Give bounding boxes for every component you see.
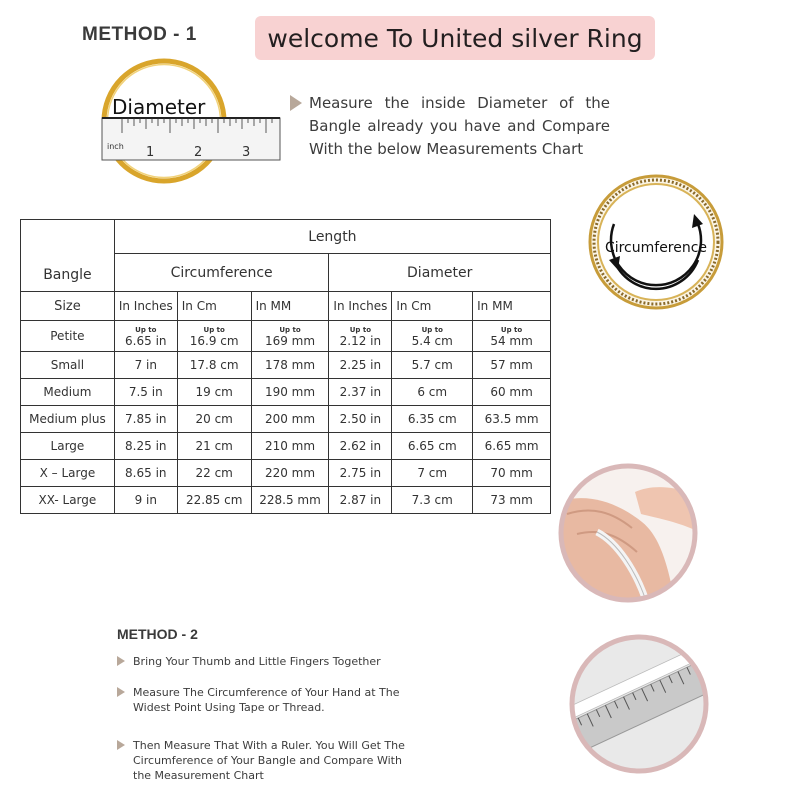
value-cell: Up to 16.9 cm <box>177 321 251 352</box>
method-2-step-text: Then Measure That With a Ruler. You Will Get The Circumference of Your Bangle and Compare With the Measurement Chart <box>133 739 405 782</box>
value-cell: Up to 2.12 in <box>329 321 392 352</box>
value-cell: 7 in <box>114 352 177 379</box>
value-cell: 70 mm <box>473 460 551 487</box>
size-cell: Small <box>21 352 115 379</box>
ruler-photo <box>568 633 710 775</box>
value-cell: 21 cm <box>177 433 251 460</box>
value-cell: 2.25 in <box>329 352 392 379</box>
circumference-label: Circumference <box>604 240 708 256</box>
bangle-size-chart <box>20 219 551 514</box>
bullet-triangle-icon <box>117 740 125 750</box>
value-cell: 2.50 in <box>329 406 392 433</box>
ruler-tick-2: 2 <box>194 145 203 160</box>
length-header: Length <box>114 220 550 254</box>
value-cell: 2.37 in <box>329 379 392 406</box>
size-cell: Petite <box>21 321 115 352</box>
diameter-header: Diameter <box>329 254 551 292</box>
value-cell: 190 mm <box>251 379 329 406</box>
value-cell: 19 cm <box>177 379 251 406</box>
value-cell: 200 mm <box>251 406 329 433</box>
value-cell: 63.5 mm <box>473 406 551 433</box>
value-cell: 220 mm <box>251 460 329 487</box>
unit-header: In MM <box>251 292 329 321</box>
value-cell: 20 cm <box>177 406 251 433</box>
circumference-header: Circumference <box>114 254 329 292</box>
value-cell: 5.7 cm <box>392 352 473 379</box>
upto-label: Up to <box>279 325 301 334</box>
unit-header: In Inches <box>329 292 392 321</box>
bullet-triangle-icon <box>117 656 125 666</box>
bangle-header: Bangle <box>21 220 115 292</box>
unit-header: In Inches <box>114 292 177 321</box>
value-cell: 22 cm <box>177 460 251 487</box>
value-cell: 7.5 in <box>114 379 177 406</box>
welcome-banner: welcome To United silver Ring <box>255 16 655 60</box>
value-cell: 6 cm <box>392 379 473 406</box>
size-cell: Medium plus <box>21 406 115 433</box>
ruler-unit-label: inch <box>107 142 124 151</box>
table-row <box>21 460 551 487</box>
size-cell: Medium <box>21 379 115 406</box>
table-row <box>21 379 551 406</box>
size-cell: Large <box>21 433 115 460</box>
method-1-title: METHOD - 1 <box>82 24 197 45</box>
size-cell: XX- Large <box>21 487 115 514</box>
method-2-step <box>117 654 417 669</box>
method-2-step <box>117 685 417 715</box>
value-cell: 57 mm <box>473 352 551 379</box>
ruler-tick-1: 1 <box>146 145 155 160</box>
hand-measuring-photo <box>557 462 699 604</box>
value-cell: 9 in <box>114 487 177 514</box>
table-row <box>21 433 551 460</box>
size-header: Size <box>21 292 115 321</box>
upto-label: Up to <box>349 325 372 334</box>
circumference-bangle-figure <box>586 172 726 312</box>
value-cell: Up to 6.65 in <box>114 321 177 352</box>
value-cell: 6.65 mm <box>473 433 551 460</box>
unit-header: In Cm <box>177 292 251 321</box>
table-row <box>21 352 551 379</box>
method-2-step-text: Bring Your Thumb and Little Fingers Together <box>133 655 381 668</box>
value-cell: 2.75 in <box>329 460 392 487</box>
value-cell: 228.5 mm <box>251 487 329 514</box>
value-cell: 22.85 cm <box>177 487 251 514</box>
instruction-method-1-text: Measure the inside Diameter of the Bangle already you have and Compare With the below Measurements Chart <box>309 94 610 158</box>
bullet-triangle-icon <box>117 687 125 697</box>
upto-label: Up to <box>135 325 157 334</box>
unit-header: In Cm <box>392 292 473 321</box>
value-cell: 6.35 cm <box>392 406 473 433</box>
bullet-triangle-icon <box>290 95 302 111</box>
value-cell: Up to 5.4 cm <box>392 321 473 352</box>
value-cell: 2.62 in <box>329 433 392 460</box>
diameter-label: Diameter <box>112 95 206 119</box>
upto-label: Up to <box>421 325 443 334</box>
value-cell: Up to 54 mm <box>473 321 551 352</box>
method-2-title: METHOD - 2 <box>117 626 198 642</box>
value-cell: 2.87 in <box>329 487 392 514</box>
table-row <box>21 487 551 514</box>
upto-label: Up to <box>203 325 225 334</box>
unit-header: In MM <box>473 292 551 321</box>
value-cell: 210 mm <box>251 433 329 460</box>
table-row <box>21 321 551 352</box>
value-cell: 8.25 in <box>114 433 177 460</box>
value-cell: 8.65 in <box>114 460 177 487</box>
table-row <box>21 406 551 433</box>
measuring-ruler <box>102 118 280 160</box>
size-cell: X – Large <box>21 460 115 487</box>
method-2-step <box>117 738 417 783</box>
value-cell: 7 cm <box>392 460 473 487</box>
ruler-tick-3: 3 <box>242 145 251 160</box>
instruction-method-1 <box>290 92 610 161</box>
diameter-bangle-figure <box>96 55 282 193</box>
value-cell: 7.85 in <box>114 406 177 433</box>
value-cell: Up to 169 mm <box>251 321 329 352</box>
value-cell: 17.8 cm <box>177 352 251 379</box>
upto-label: Up to <box>500 325 523 334</box>
method-2-step-text: Measure The Circumference of Your Hand at The Widest Point Using Tape or Thread. <box>133 686 400 714</box>
value-cell: 7.3 cm <box>392 487 473 514</box>
value-cell: 60 mm <box>473 379 551 406</box>
value-cell: 6.65 cm <box>392 433 473 460</box>
value-cell: 178 mm <box>251 352 329 379</box>
value-cell: 73 mm <box>473 487 551 514</box>
